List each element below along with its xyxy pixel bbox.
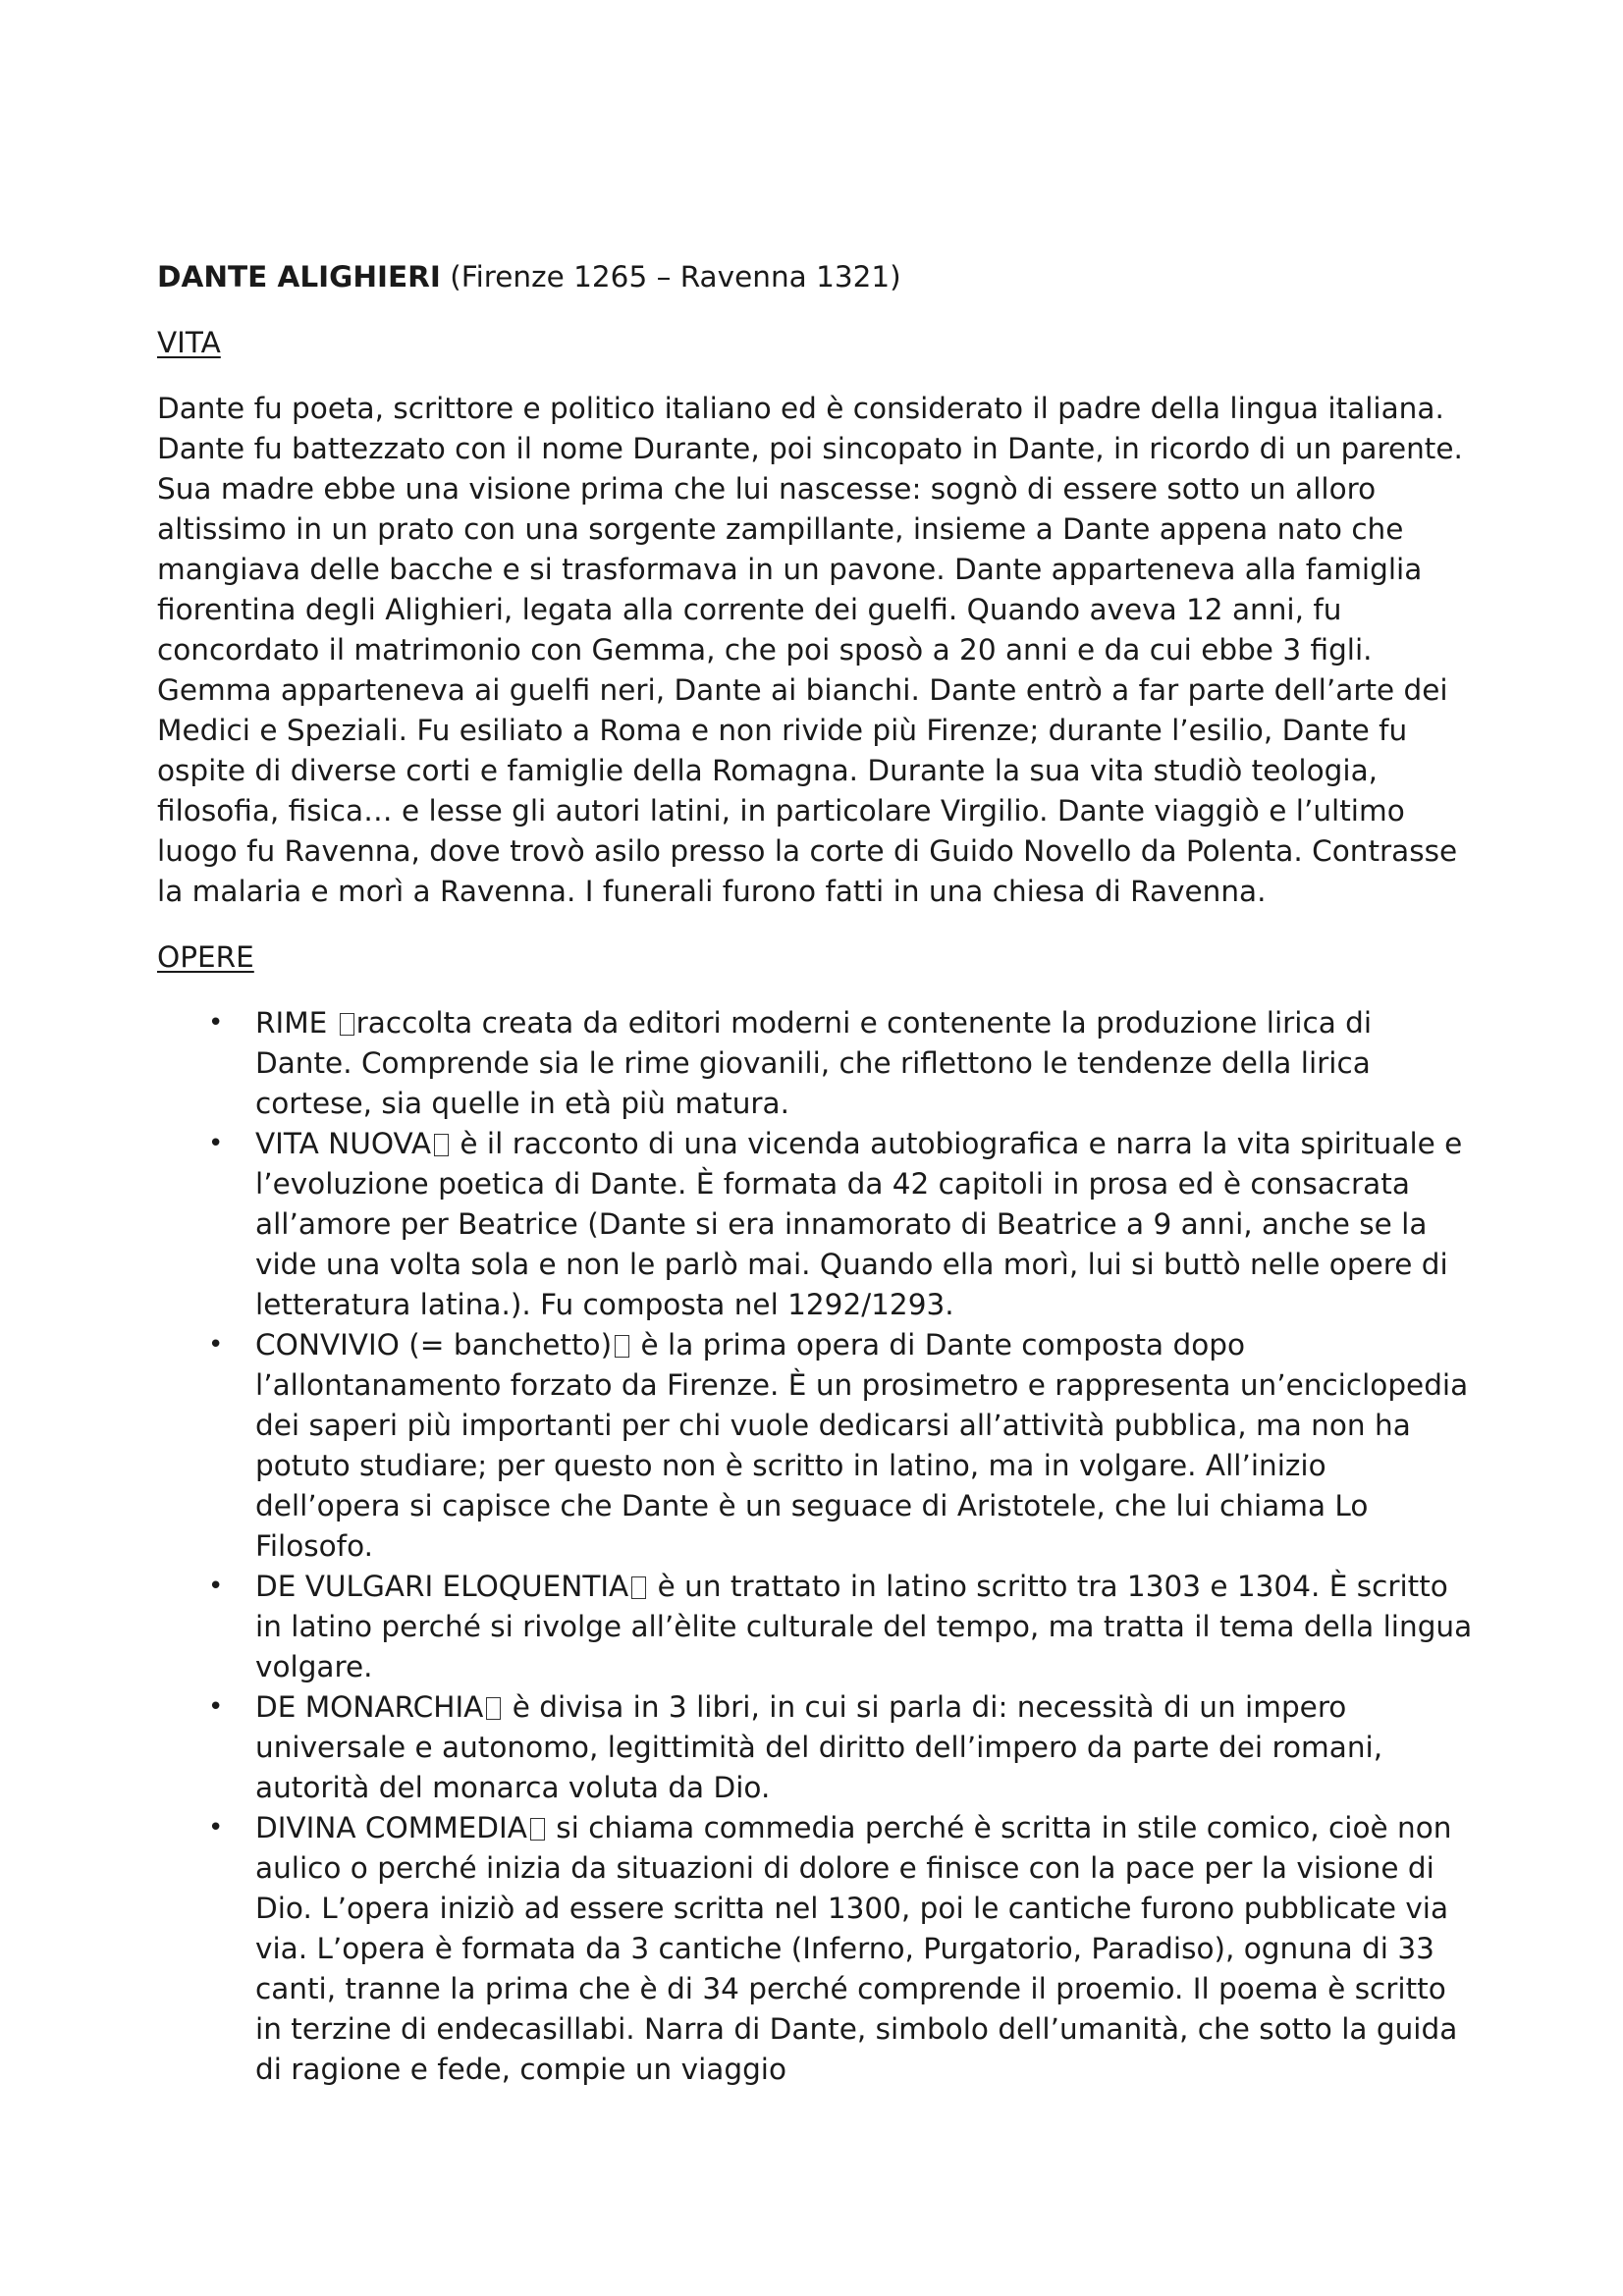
title-name: DANTE ALIGHIERI bbox=[157, 260, 441, 294]
missing-glyph-icon bbox=[631, 1576, 646, 1599]
missing-glyph-icon bbox=[486, 1697, 501, 1720]
work-description: raccolta creata da editori moderni e contenente la produzione lirica di Dante. Comprende sia le rime giovanili, che riflettono le tendenze della lirica cortese, sia quelle in età più matura. bbox=[255, 1006, 1373, 1120]
vita-paragraph: Dante fu poeta, scrittore e politico italiano ed è considerato il padre della lingua italiana. Dante fu battezzato con il nome Durante, poi sincopato in Dante, in ricordo di un parente. Sua madre ebbe una visione prima che lui nascesse: sognò di essere sotto un alloro altissimo in un prato con una sorgente zampillante, insieme a Dante appena nato che mangiava delle bacche e si trasformava in un pavone. Dante apparteneva alla famiglia fiorentina degli Alighieri, legata alla corrente dei guelfi. Quando aveva 12 anni, fu concordato il matrimonio con Gemma, che poi sposò a 20 anni e da cui ebbe 3 figli. Gemma apparteneva ai guelfi neri, Dante ai bianchi. Dante entrò a far parte dell’arte dei Medici e Speziali. Fu esiliato a Roma e non rivide più Firenze; durante l’esilio, Dante fu ospite di diverse corti e famiglie della Romagna. Durante la sua vita studiò teologia, filosofia, fisica… e lesse gli autori latini, in particolare Virgilio. Dante viaggiò e l’ultimo luogo fu Ravenna, dove trovò asilo presso la corte di Guido Novello da Polenta. Contrasse la malaria e morì a Ravenna. I funerali furono fatti in una chiesa di Ravenna. bbox=[157, 392, 1463, 908]
work-label: DE VULGARI ELOQUENTIA bbox=[255, 1570, 629, 1603]
work-description: è divisa in 3 libri, in cui si parla di: necessità di un impero universale e autonomo, legittimità del diritto dell’impero da parte dei romani, autorità del monarca voluta da Dio. bbox=[255, 1690, 1383, 1804]
work-description: è la prima opera di Dante composta dopo l’allontanamento forzato da Firenze. È un prosimetro e rappresenta un’enciclopedia dei saperi più importanti per chi vuole dedicarsi all’attività pubblica, ma non ha potuto studiare; per questo non è scritto in latino, ma in volgare. All’inizio dell’opera si capisce che Dante è un seguace di Aristotele, che lui chiama Lo Filosofo. bbox=[255, 1328, 1469, 1563]
missing-glyph-icon bbox=[340, 1013, 354, 1036]
document-title bbox=[157, 257, 1473, 297]
work-label: CONVIVIO (= banchetto) bbox=[255, 1328, 613, 1362]
work-label: DE MONARCHIA bbox=[255, 1690, 484, 1724]
bullet-icon: • bbox=[208, 1813, 224, 1842]
bullet-icon: • bbox=[208, 1572, 224, 1601]
missing-glyph-icon bbox=[615, 1335, 629, 1358]
title-dates: (Firenze 1265 – Ravenna 1321) bbox=[440, 260, 901, 294]
work-label: RIME bbox=[255, 1006, 337, 1040]
bullet-icon: • bbox=[208, 1330, 224, 1360]
section-heading-opere: OPERE bbox=[157, 940, 254, 974]
bullet-icon: • bbox=[208, 1129, 224, 1158]
missing-glyph-icon bbox=[530, 1818, 545, 1841]
work-description: si chiama commedia perché è scritta in stile comico, cioè non aulico o perché inizia da situazioni di dolore e finisce con la pace per la visione di Dio. L’opera iniziò ad essere scritta nel 1300, poi le cantiche furono pubblicate via via. L’opera è formata da 3 cantiche (Inferno, Purgatorio, Paradiso), ognuna di 33 canti, tranne la prima che è di 34 perché comprende il proemio. Il poema è scritto in terzine di endecasillabi. Narra di Dante, simbolo dell’umanità, che sotto la guida di ragione e fede, compie un viaggio bbox=[255, 1811, 1458, 2086]
document-body bbox=[157, 257, 1473, 2090]
list-item-convivio bbox=[157, 1325, 1473, 1567]
bullet-icon: • bbox=[208, 1692, 224, 1722]
list-item-vita-nuova bbox=[157, 1124, 1473, 1325]
missing-glyph-icon bbox=[434, 1134, 449, 1156]
list-item-rime bbox=[157, 1003, 1473, 1124]
work-label: DIVINA COMMEDIA bbox=[255, 1811, 527, 1844]
list-item-divina-commedia bbox=[157, 1808, 1473, 2090]
work-description: è un trattato in latino scritto tra 1303 e 1304. È scritto in latino perché si rivolge all’èlite culturale del tempo, ma tratta il tema della lingua volgare. bbox=[255, 1570, 1473, 1683]
section-heading-vita: VITA bbox=[157, 326, 221, 359]
work-description: è il racconto di una vicenda autobiografica e narra la vita spirituale e l’evoluzione poetica di Dante. È formata da 42 capitoli in prosa ed è consacrata all’amore per Beatrice (Dante si era innamorato di Beatrice a 9 anni, anche se la vide una volta sola e non le parlò mai. Quando ella morì, lui si buttò nelle opere di letteratura latina.). Fu composta nel 1292/1293. bbox=[255, 1127, 1463, 1321]
work-label: VITA NUOVA bbox=[255, 1127, 432, 1160]
list-item-de-vulgari-eloquentia bbox=[157, 1567, 1473, 1687]
bullet-icon: • bbox=[208, 1008, 224, 1038]
list-item-de-monarchia bbox=[157, 1687, 1473, 1808]
works-list bbox=[157, 1003, 1473, 2090]
